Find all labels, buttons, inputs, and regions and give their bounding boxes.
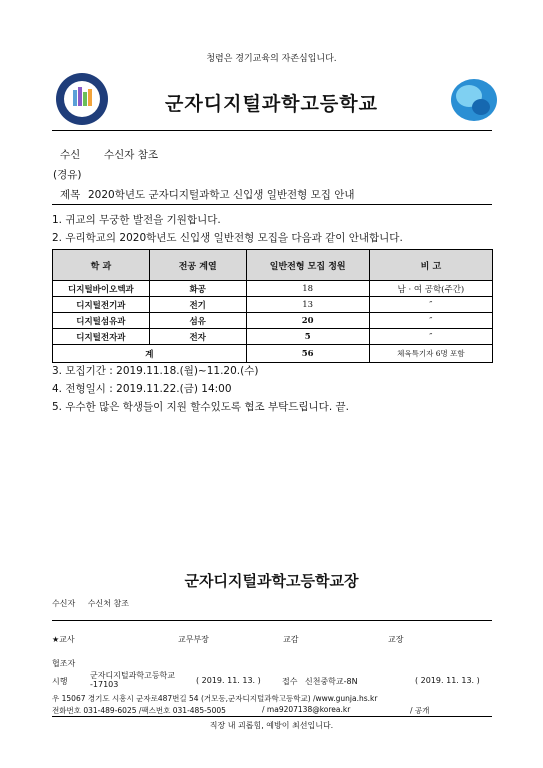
approval-academic-director: 교무부장: [178, 635, 209, 644]
header-divider: [52, 130, 492, 131]
body-item-3: 3. 모집기간 : 2019.11.18.(월)~11.20.(수): [52, 365, 259, 377]
cell-total-quota: 56: [246, 345, 369, 363]
enforce-label: 시행: [52, 677, 68, 686]
receipt-label: 접수: [282, 677, 298, 686]
footer-divider-bottom: [52, 716, 492, 717]
subject-label: 제목: [60, 189, 81, 201]
receipt-value: 신천중학교-8N: [305, 677, 358, 686]
header-major: 전공 계열: [149, 250, 246, 281]
integrity-emblem-icon: [449, 77, 499, 123]
cell-total-label: 계: [53, 345, 247, 363]
cell-note: ″: [369, 297, 492, 313]
cell-quota: 5: [246, 329, 369, 345]
header-department: 학 과: [53, 250, 150, 281]
approval-teacher: ★교사: [52, 635, 75, 644]
admission-table: [52, 249, 493, 363]
cell-department: 디지털섬유과: [53, 313, 150, 329]
cell-quota: 20: [246, 313, 369, 329]
approval-vice-principal: 교감: [283, 635, 299, 644]
body-item-2: 2. 우리학교의 2020학년도 신입생 일반전형 모집을 다음과 같이 안내합니다.: [52, 232, 403, 244]
school-title: 군자디지털과학고등학교: [165, 93, 378, 115]
body-item-1: 1. 귀교의 무궁한 발전을 기원합니다.: [52, 214, 221, 226]
cell-major: 전기: [149, 297, 246, 313]
approval-principal: 교장: [388, 635, 404, 644]
subject-row: [60, 187, 355, 202]
disclosure: / 공개: [410, 706, 430, 715]
cell-quota: 18: [246, 281, 369, 297]
bottom-slogan: 직장 내 괴롭힘, 예방이 최선입니다.: [209, 721, 334, 730]
cell-note: 남 · 여 공학(주간): [369, 281, 492, 297]
body-item-5: 5. 우수한 많은 학생들이 지원 할수있도록 협조 부탁드립니다. 끝.: [52, 401, 349, 413]
cell-total-note: 체육특기자 6명 포함: [369, 345, 492, 363]
recipient-label: 수신: [60, 149, 81, 161]
enforce-value: 군자디지털과학고등학교 -17103: [90, 671, 176, 689]
cell-department: 디지털전기과: [53, 297, 150, 313]
email: / ma9207138@korea.kr: [262, 705, 351, 714]
footer-divider-top: [52, 620, 492, 621]
footer-recipient-label: 수신자: [52, 599, 76, 608]
cell-note: ″: [369, 313, 492, 329]
subject-divider: [52, 204, 492, 205]
recipient-value: 수신자 참조: [104, 149, 159, 161]
via-label: (경유): [53, 169, 82, 181]
table-row: [53, 281, 493, 297]
table-row: [53, 329, 493, 345]
receipt-date: ( 2019. 11. 13. ): [415, 676, 480, 685]
table-row: [53, 313, 493, 329]
cell-note: ″: [369, 329, 492, 345]
header-quota: 일반전형 모집 정원: [246, 250, 369, 281]
sender-title: 군자디지털과학고등학교장: [184, 572, 359, 590]
table-row: [53, 297, 493, 313]
address: 우 15067 경기도 시흥시 군자로487번길 54 (거모동,군자디지털과학고등학교) /www.gunja.hs.kr: [52, 694, 378, 703]
body-item-4: 4. 전형일시 : 2019.11.22.(금) 14:00: [52, 383, 232, 395]
cell-major: 섬유: [149, 313, 246, 329]
cell-quota: 13: [246, 297, 369, 313]
table-total-row: [53, 345, 493, 363]
table-header-row: [53, 250, 493, 281]
recipient-row: [60, 147, 158, 162]
footer-recipient-row: [52, 598, 129, 609]
footer-recipient-value: 수신처 참조: [87, 599, 129, 608]
header-note: 비 고: [369, 250, 492, 281]
subject-value: 2020학년도 군자디지털과학고 신입생 일반전형 모집 안내: [88, 189, 355, 201]
cell-major: 화공: [149, 281, 246, 297]
phone-fax: 전화번호 031-489-6025 /팩스번호 031-485-5005: [52, 706, 226, 715]
cell-major: 전자: [149, 329, 246, 345]
cell-department: 디지털전자과: [53, 329, 150, 345]
cooperator-label: 협조자: [52, 659, 76, 668]
motto: 청렴은 경기교육의 자존심입니다.: [206, 54, 337, 64]
enforce-date: ( 2019. 11. 13. ): [196, 676, 261, 685]
cell-department: 디지털바이오텍과: [53, 281, 150, 297]
